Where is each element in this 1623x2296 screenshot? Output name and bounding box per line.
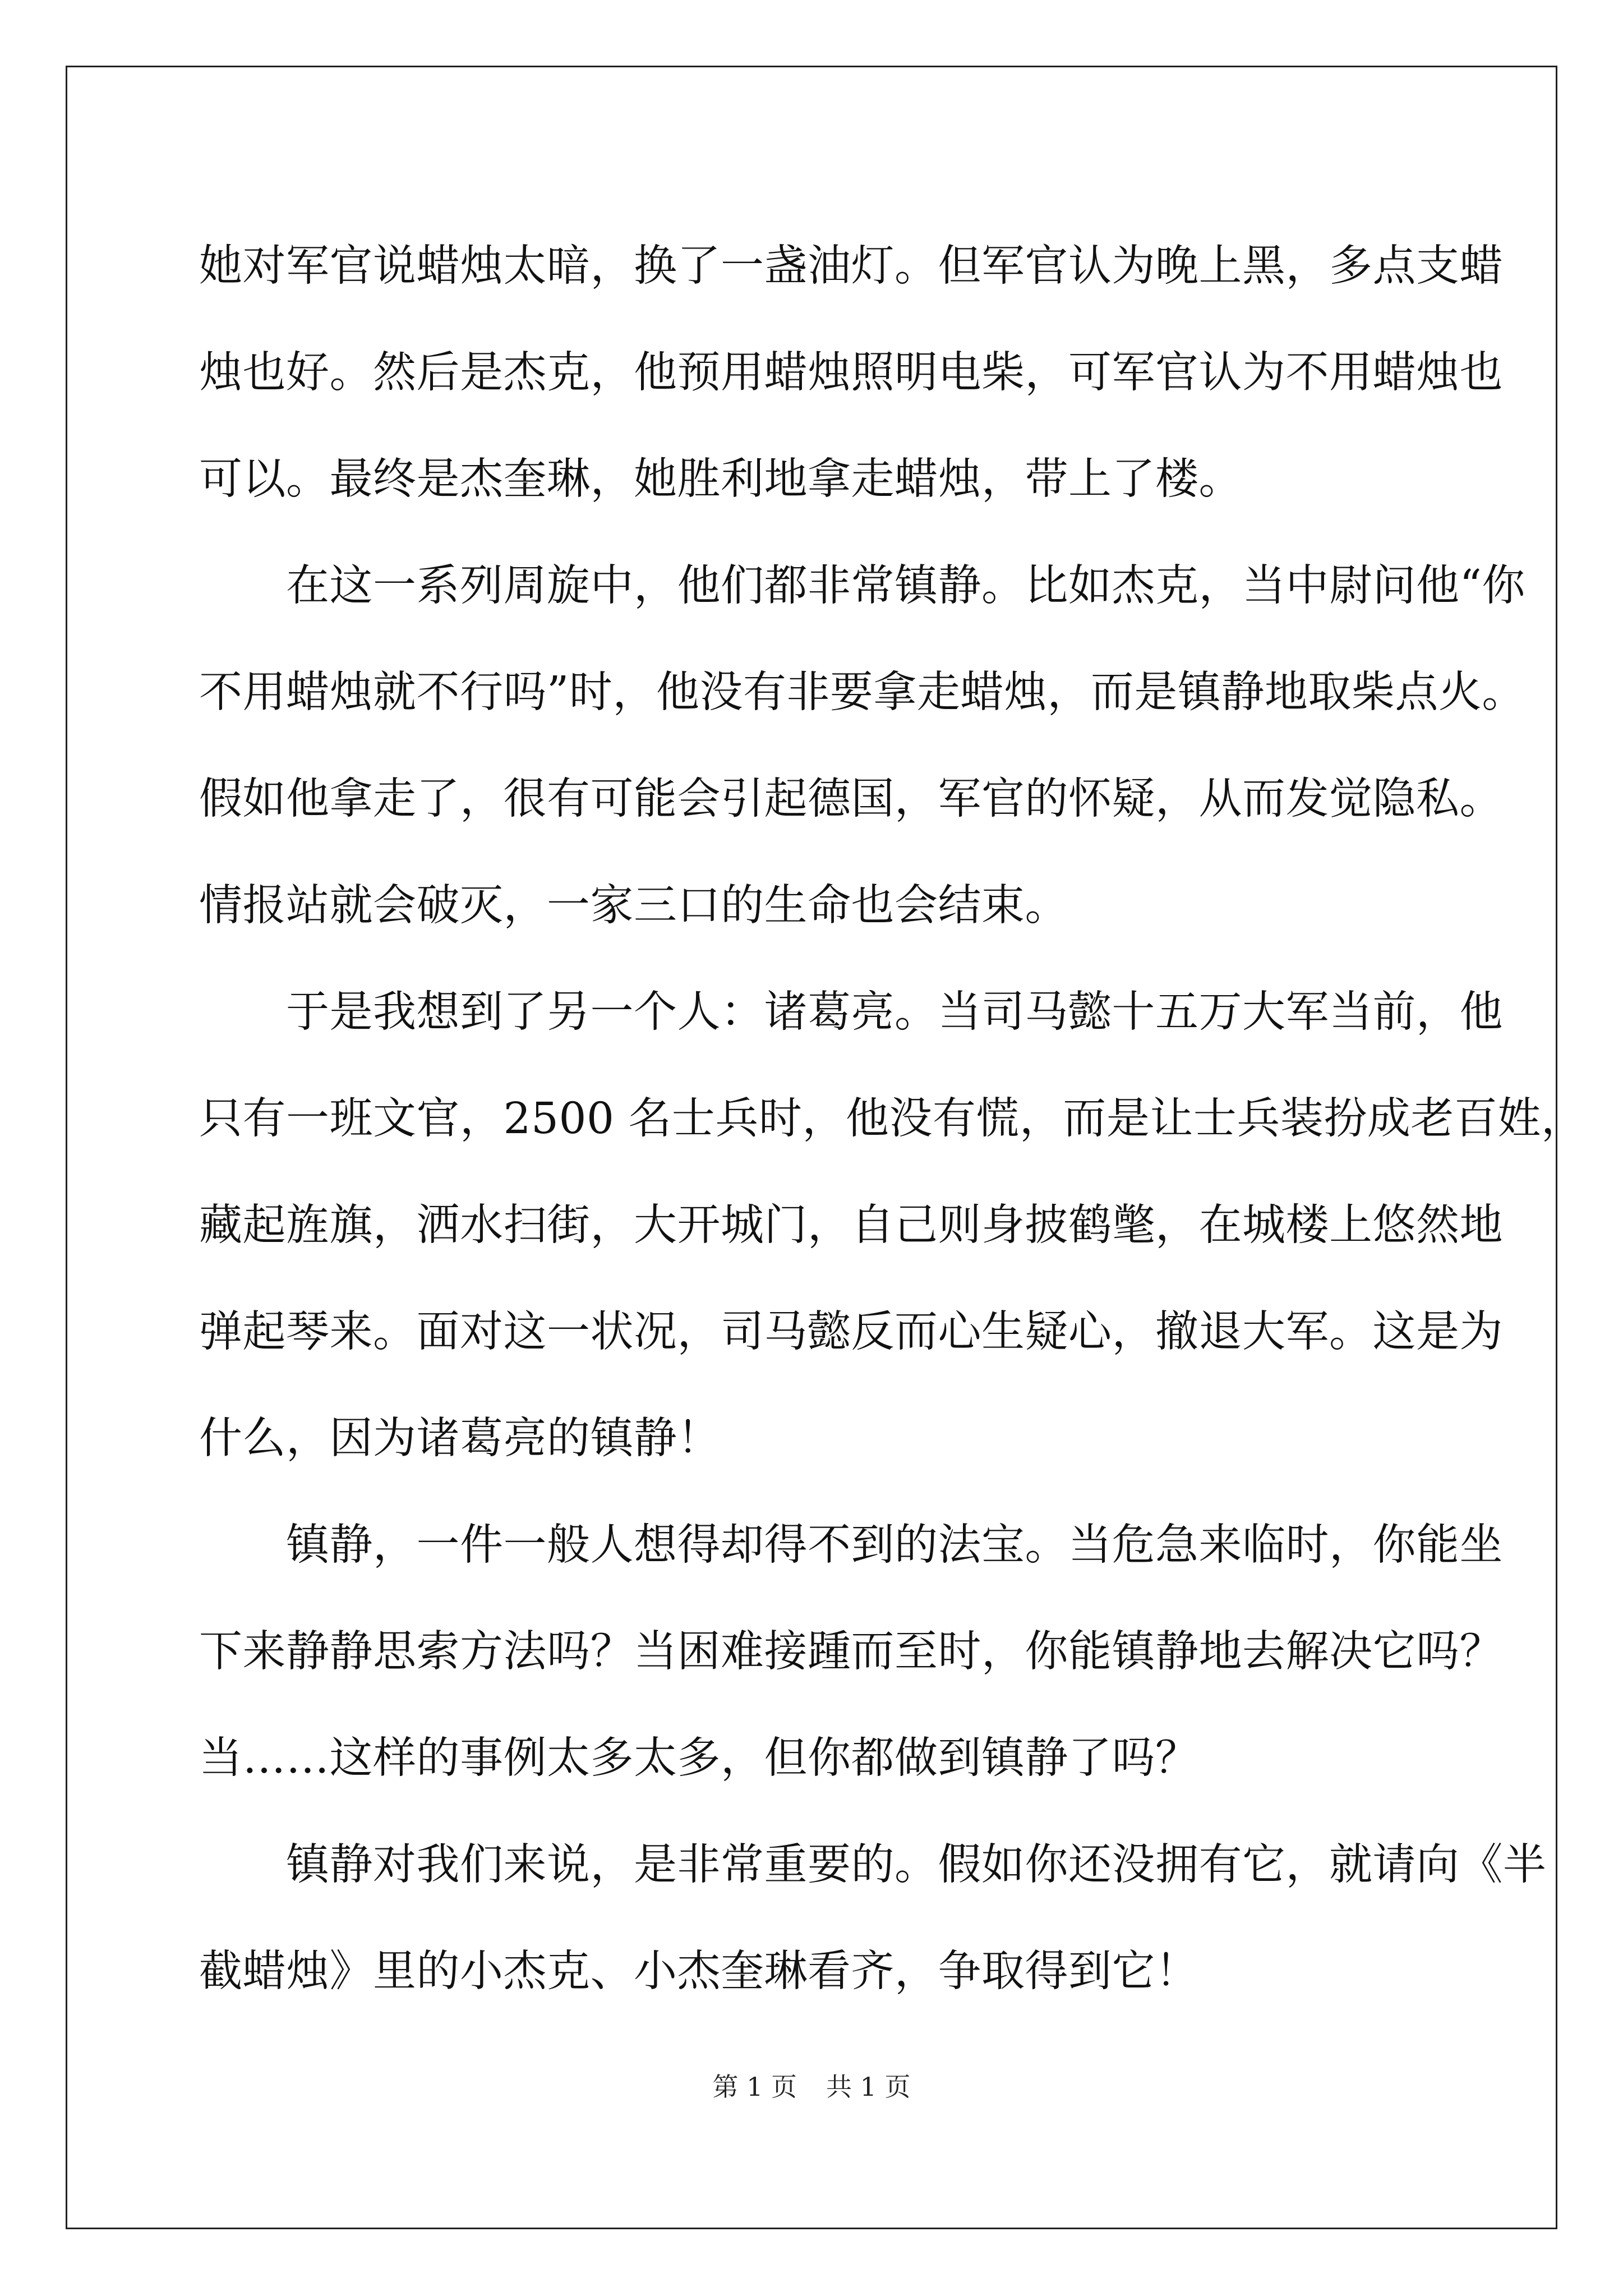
- text-line: 在这一系列周旋中，他们都非常镇静。比如杰克，当中尉问他“你: [199, 561, 1525, 611]
- text-line: 她对军官说蜡烛太暗，换了一盏油灯。但军官认为晚上黑，多点支蜡: [199, 241, 1503, 291]
- text-line: 假如他拿走了，很有可能会引起德国，军官的怀疑，从而发觉隐私。: [199, 774, 1503, 824]
- text-line: 烛也好。然后是杰克，他预用蜡烛照明电柴，可军官认为不用蜡烛也: [199, 348, 1503, 398]
- text-line: 不用蜡烛就不行吗”时，他没有非要拿走蜡烛，而是镇静地取柴点火。: [199, 668, 1525, 717]
- text-line: 藏起旌旗，洒水扫街，大开城门，自己则身披鹤氅，在城楼上悠然地: [199, 1200, 1503, 1250]
- text-line: 弹起琴来。面对这一状况，司马懿反而心生疑心，撤退大军。这是为: [199, 1307, 1503, 1357]
- text-line: 下来静静思索方法吗？当困难接踵而至时，你能镇静地去解决它吗？: [199, 1627, 1503, 1677]
- text-line: 什么，因为诸葛亮的镇静！: [199, 1414, 721, 1464]
- text-line: 镇静，一件一般人想得却得不到的法宝。当危急来临时，你能坐: [199, 1520, 1503, 1570]
- text-line: 情报站就会破灭，一家三口的生命也会结束。: [199, 881, 1068, 931]
- page-number: 第 1 页: [712, 2072, 797, 2102]
- text-line: 当……这样的事例太多太多，但你都做到镇静了吗？: [199, 1733, 1199, 1783]
- page-footer: [0, 2070, 1623, 2104]
- page-total: 共 1 页: [826, 2072, 911, 2102]
- text-line: 只有一班文官，2500 名士兵时，他没有慌，而是让士兵装扮成老百姓，: [199, 1094, 1585, 1144]
- text-line: 于是我想到了另一个人：诸葛亮。当司马懿十五万大军当前，他: [199, 987, 1503, 1037]
- text-line: 可以。最终是杰奎琳，她胜利地拿走蜡烛，带上了楼。: [199, 454, 1242, 504]
- text-line: 镇静对我们来说，是非常重要的。假如你还没拥有它，就请向《半: [199, 1840, 1547, 1890]
- document-body: [199, 213, 1585, 2025]
- text-line: 截蜡烛》里的小杰克、小杰奎琳看齐，争取得到它！: [199, 1947, 1199, 1996]
